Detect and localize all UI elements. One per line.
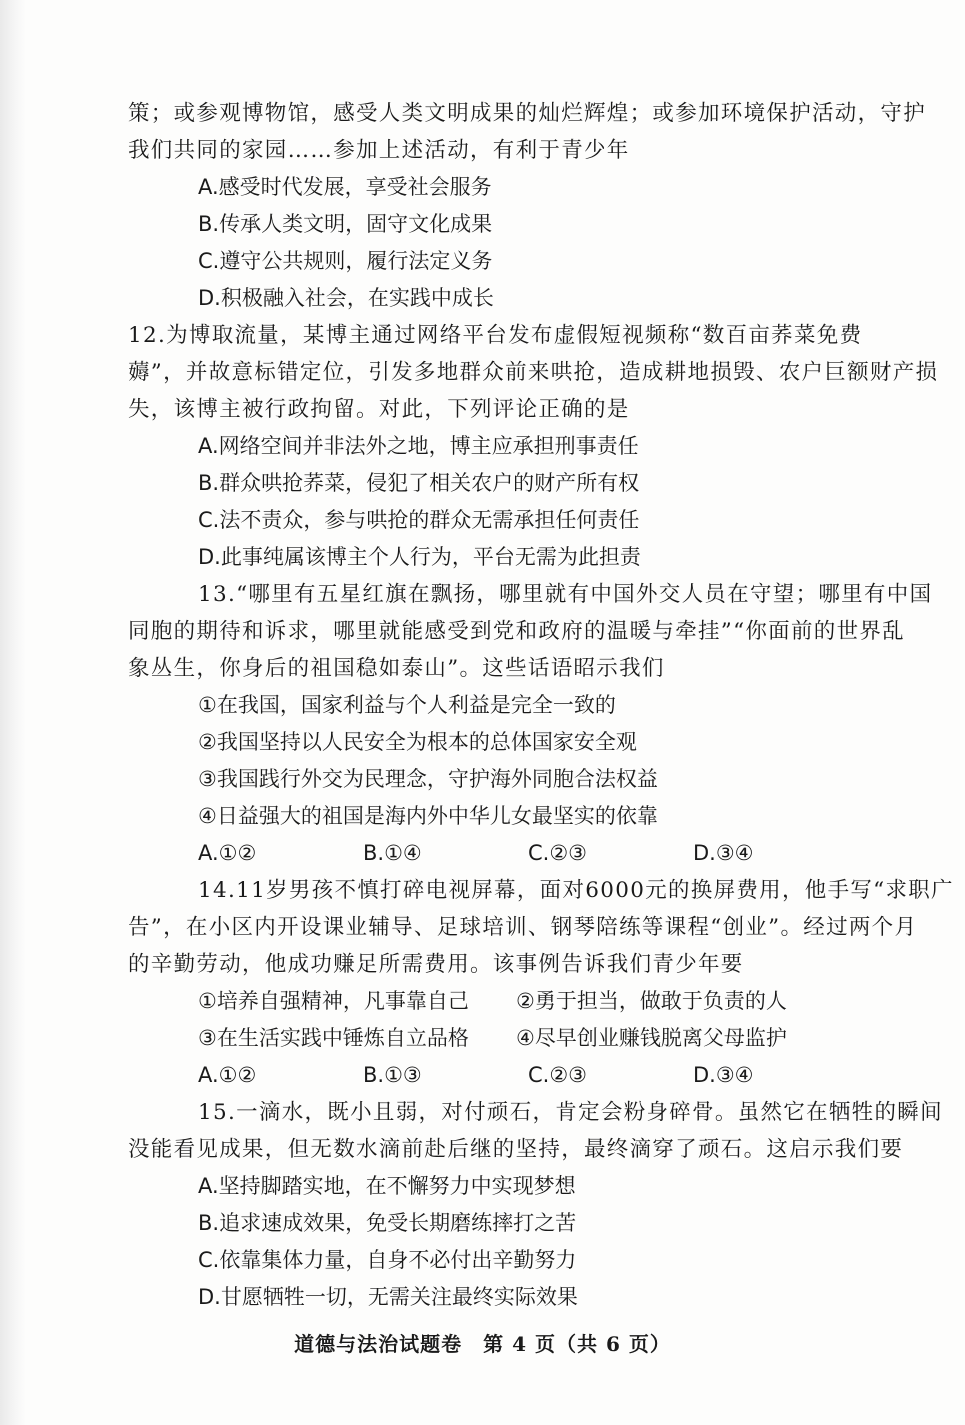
option-a: A.网络空间并非法外之地，博主应承担刑事责任 xyxy=(198,434,639,458)
stem-line: 策；或参观博物馆，感受人类文明成果的灿烂辉煌；或参加环境保护活动，守护 xyxy=(128,101,927,126)
choice-a: A.①② xyxy=(198,841,257,865)
choice-b: B.①④ xyxy=(363,841,422,865)
option-d: D.甘愿牺牲一切，无需关注最终实际效果 xyxy=(198,1285,578,1309)
exam-content xyxy=(128,95,954,1316)
option-d: D.积极融入社会，在实践中成长 xyxy=(198,286,494,310)
choice-a: A.①② xyxy=(198,1063,257,1087)
page-edge-shadow xyxy=(0,0,26,1425)
stem-line: 同胞的期待和诉求，哪里就能感受到党和政府的温暖与牵挂”“你面前的世界乱 xyxy=(128,619,905,644)
option-d: D.此事纯属该博主个人行为，平台无需为此担责 xyxy=(198,545,641,569)
question-12-stem xyxy=(128,317,939,428)
stem-line: 15.一滴水，既小且弱，对付顽石，肯定会粉身碎骨。虽然它在牺牲的瞬间 xyxy=(198,1100,943,1125)
option-a: A.感受时代发展，享受社会服务 xyxy=(198,175,492,199)
page-footer: 道德与法治试题卷 第 4 页（共 6 页） xyxy=(294,1332,671,1356)
option-a: A.坚持脚踏实地，在不懈努力中实现梦想 xyxy=(198,1174,576,1198)
option-b: B.群众哄抢荞菜，侵犯了相关农户的财产所有权 xyxy=(198,471,640,495)
question-11-stem xyxy=(128,95,928,169)
statement-2: ②勇于担当，做敢于负责的人 xyxy=(516,989,787,1013)
option-c: C.法不责众，参与哄抢的群众无需承担任何责任 xyxy=(198,508,640,532)
stem-line: 14.11岁男孩不慎打碎电视屏幕，面对6000元的换屏费用，他手写“求职广 xyxy=(198,878,954,903)
stem-line: 没能看见成果，但无数水滴前赴后继的坚持，最终滴穿了顽石。这启示我们要 xyxy=(128,1137,904,1162)
statement-4: ④尽早创业赚钱脱离父母监护 xyxy=(516,1026,787,1050)
stem-line: 失，该博主被行政拘留。对此，下列评论正确的是 xyxy=(128,397,630,422)
choice-d: D.③④ xyxy=(693,841,754,865)
stem-line: 13.“哪里有五星红旗在飘扬，哪里就有中国外交人员在守望；哪里有中国 xyxy=(198,582,933,607)
option-c: C.依靠集体力量，自身不必付出辛勤努力 xyxy=(198,1248,577,1272)
stem-line: 薅”，并故意标错定位，引发多地群众前来哄抢，造成耕地损毁、农户巨额财产损 xyxy=(128,360,939,385)
statement-4: ④日益强大的祖国是海内外中华儿女最坚实的依靠 xyxy=(198,804,658,828)
choice-d: D.③④ xyxy=(693,1063,754,1087)
stem-line: 的辛勤劳动，他成功赚足所需费用。该事例告诉我们青少年要 xyxy=(128,952,744,977)
stem-line: 我们共同的家园……参加上述活动，有利于青少年 xyxy=(128,138,630,163)
stem-line: 告”，在小区内开设课业辅导、足球培训、钢琴陪练等课程“创业”。经过两个月 xyxy=(128,915,918,940)
statement-row xyxy=(128,1020,928,1057)
choices-row xyxy=(128,1057,928,1094)
statement-row xyxy=(128,983,928,1020)
question-13-stem xyxy=(128,576,933,687)
choices-row xyxy=(128,835,928,872)
question-14-stem xyxy=(128,872,954,983)
option-c: C.遵守公共规则，履行法定义务 xyxy=(198,249,493,273)
option-b: B.追求速成效果，免受长期磨练摔打之苦 xyxy=(198,1211,577,1235)
choice-c: C.②③ xyxy=(528,841,587,865)
stem-line: 12.为博取流量，某博主通过网络平台发布虚假短视频称“数百亩荞菜免费 xyxy=(128,323,863,348)
stem-line: 象丛生，你身后的祖国稳如泰山”。这些话语昭示我们 xyxy=(128,656,665,681)
option-b: B.传承人类文明，固守文化成果 xyxy=(198,212,493,236)
statement-3: ③我国践行外交为民理念，守护海外同胞合法权益 xyxy=(198,767,658,791)
question-15-stem xyxy=(128,1094,943,1168)
statement-1: ①培养自强精神，凡事靠自己 xyxy=(198,989,469,1013)
statement-3: ③在生活实践中锤炼自立品格 xyxy=(198,1026,469,1050)
choice-b: B.①③ xyxy=(363,1063,422,1087)
statement-2: ②我国坚持以人民安全为根本的总体国家安全观 xyxy=(198,730,637,754)
statement-1: ①在我国，国家利益与个人利益是完全一致的 xyxy=(198,693,616,717)
choice-c: C.②③ xyxy=(528,1063,587,1087)
